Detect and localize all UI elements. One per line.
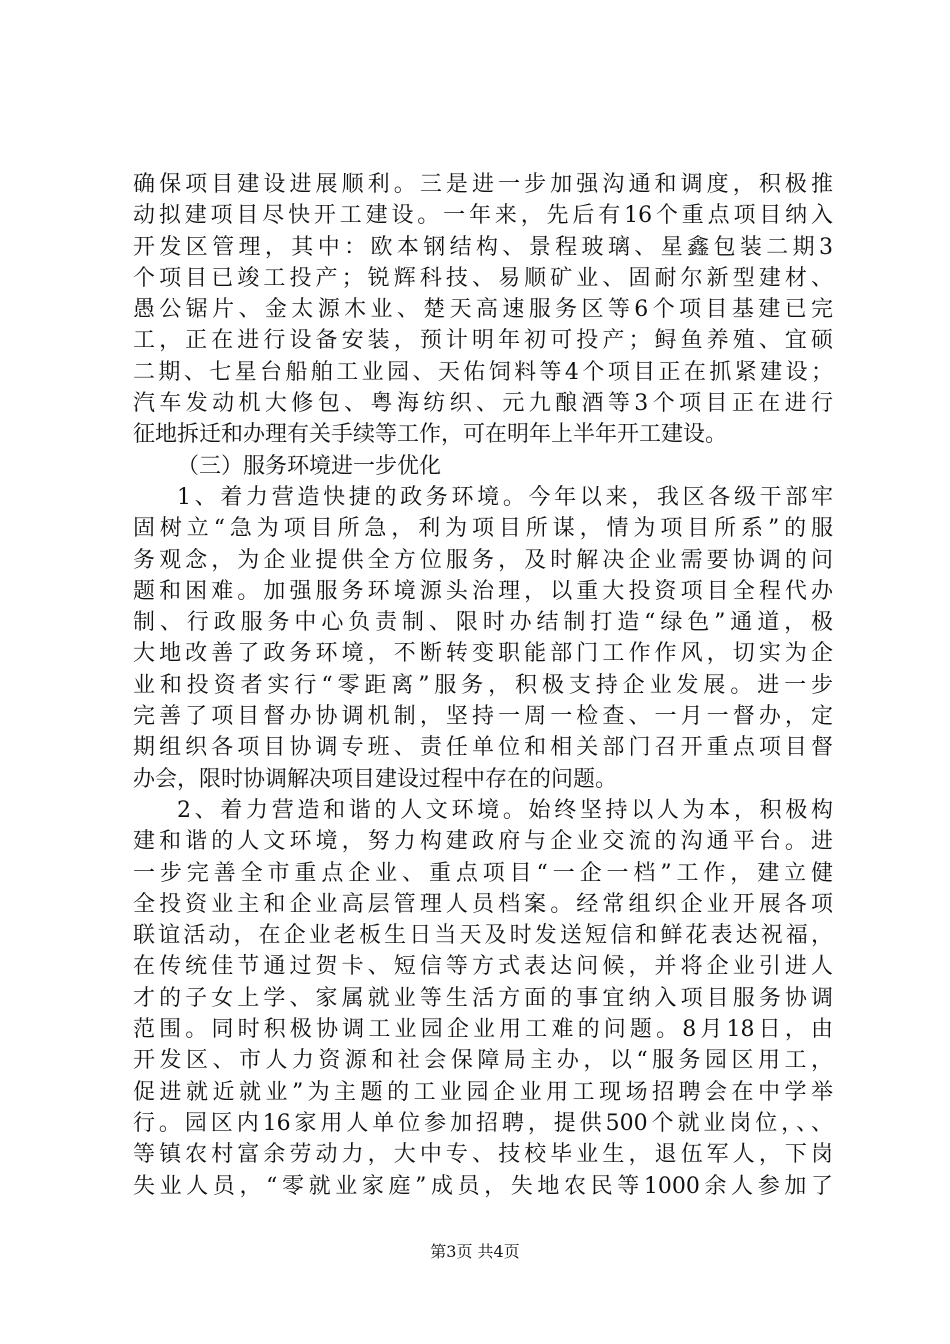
text-line: 在传统佳节通过贺卡、短信等方式表达问候，并将企业引进人 (133, 954, 833, 980)
text-line: 完善了项目督办协调机制，坚持一周一检查、一月一督办，定 (133, 704, 833, 730)
text-line: 征地拆迁和办理有关手续等工作，可在明年上半年开工建设。 (133, 422, 728, 448)
text-line: 确保项目建设进展顺利。三是进一步加强沟通和调度，积极推 (133, 172, 833, 197)
text-line: 汽车发动机大修包、粤海纺织、元九酿酒等3个项目正在进行 (133, 391, 833, 417)
text-line: 办会，限时协调解决项目建设过程中存在的问题。 (133, 766, 618, 792)
document-body (133, 169, 833, 1202)
text-line: 范围。同时积极协调工业园企业用工难的问题。8月18日，由 (133, 1017, 833, 1043)
text-line: 失业人员，“零就业家庭”成员，失地农民等1000余人参加了 (133, 1173, 833, 1199)
text-line: 才的子女上学、家属就业等生活方面的事宜纳入项目服务协调 (133, 985, 833, 1011)
text-line: 个项目已竣工投产；锐辉科技、易顺矿业、固耐尔新型建材、 (133, 265, 833, 291)
text-line: 二期、七星台船舶工业园、天佑饲料等4个项目正在抓紧建设； (133, 359, 833, 385)
text-line: 动拟建项目尽快开工建设。一年来，先后有16个重点项目纳入 (133, 203, 833, 229)
text-line: 开发区管理，其中：欧本钢结构、景程玻璃、星鑫包装二期3 (133, 234, 833, 260)
text-line: 题和困难。加强服务环境源头治理，以重大投资项目全程代办 (133, 578, 833, 604)
text-line: 期组织各项目协调专班、责任单位和相关部门召开重点项目督 (133, 735, 833, 761)
text-line: 一步完善全市重点企业、重点项目“一企一档”工作，建立健 (133, 860, 833, 886)
text-line: 大地改善了政务环境，不断转变职能部门工作作风，切实为企 (133, 641, 833, 667)
text-line: 2、着力营造和谐的人文环境。始终坚持以人为本，积极构 (177, 797, 833, 823)
text-line: 制、行政服务中心负责制、限时办结制打造“绿色”通道，极 (133, 610, 833, 636)
text-line: 行。园区内16家用人单位参加招聘，提供500个就业岗位，、、 (133, 1110, 833, 1136)
text-line: 工，正在进行设备安装，预计明年初可投产；鲟鱼养殖、宜硕 (133, 328, 833, 354)
section-heading: （三）服务环境进一步优化 (177, 453, 442, 479)
text-line: 业和投资者实行“零距离”服务，积极支持企业发展。进一步 (133, 672, 833, 698)
text-line: 联谊活动，在企业老板生日当天及时发送短信和鲜花表达祝福， (133, 923, 833, 949)
text-line: 务观念，为企业提供全方位服务，及时解决企业需要协调的问 (133, 547, 833, 573)
page-footer: 第3页 共4页 (430, 1242, 520, 1261)
text-line: 促进就近就业”为主题的工业园企业用工现场招聘会在中学举 (133, 1079, 833, 1105)
text-line: 等镇农村富余劳动力，大中专、技校毕业生，退伍军人，下岗 (133, 1142, 833, 1168)
text-line: 1、着力营造快捷的政务环境。今年以来，我区各级干部牢 (177, 484, 833, 510)
text-line: 建和谐的人文环境，努力构建政府与企业交流的沟通平台。进 (133, 829, 833, 855)
text-line: 开发区、市人力资源和社会保障局主办，以“服务园区用工， (133, 1048, 833, 1074)
text-line: 全投资业主和企业高层管理人员档案。经常组织企业开展各项 (133, 891, 833, 917)
text-line: 愚公锯片、金太源木业、楚天高速服务区等6个项目基建已完 (133, 297, 833, 323)
text-line: 固树立“急为项目所急，利为项目所谋，情为项目所系”的服 (133, 516, 833, 542)
